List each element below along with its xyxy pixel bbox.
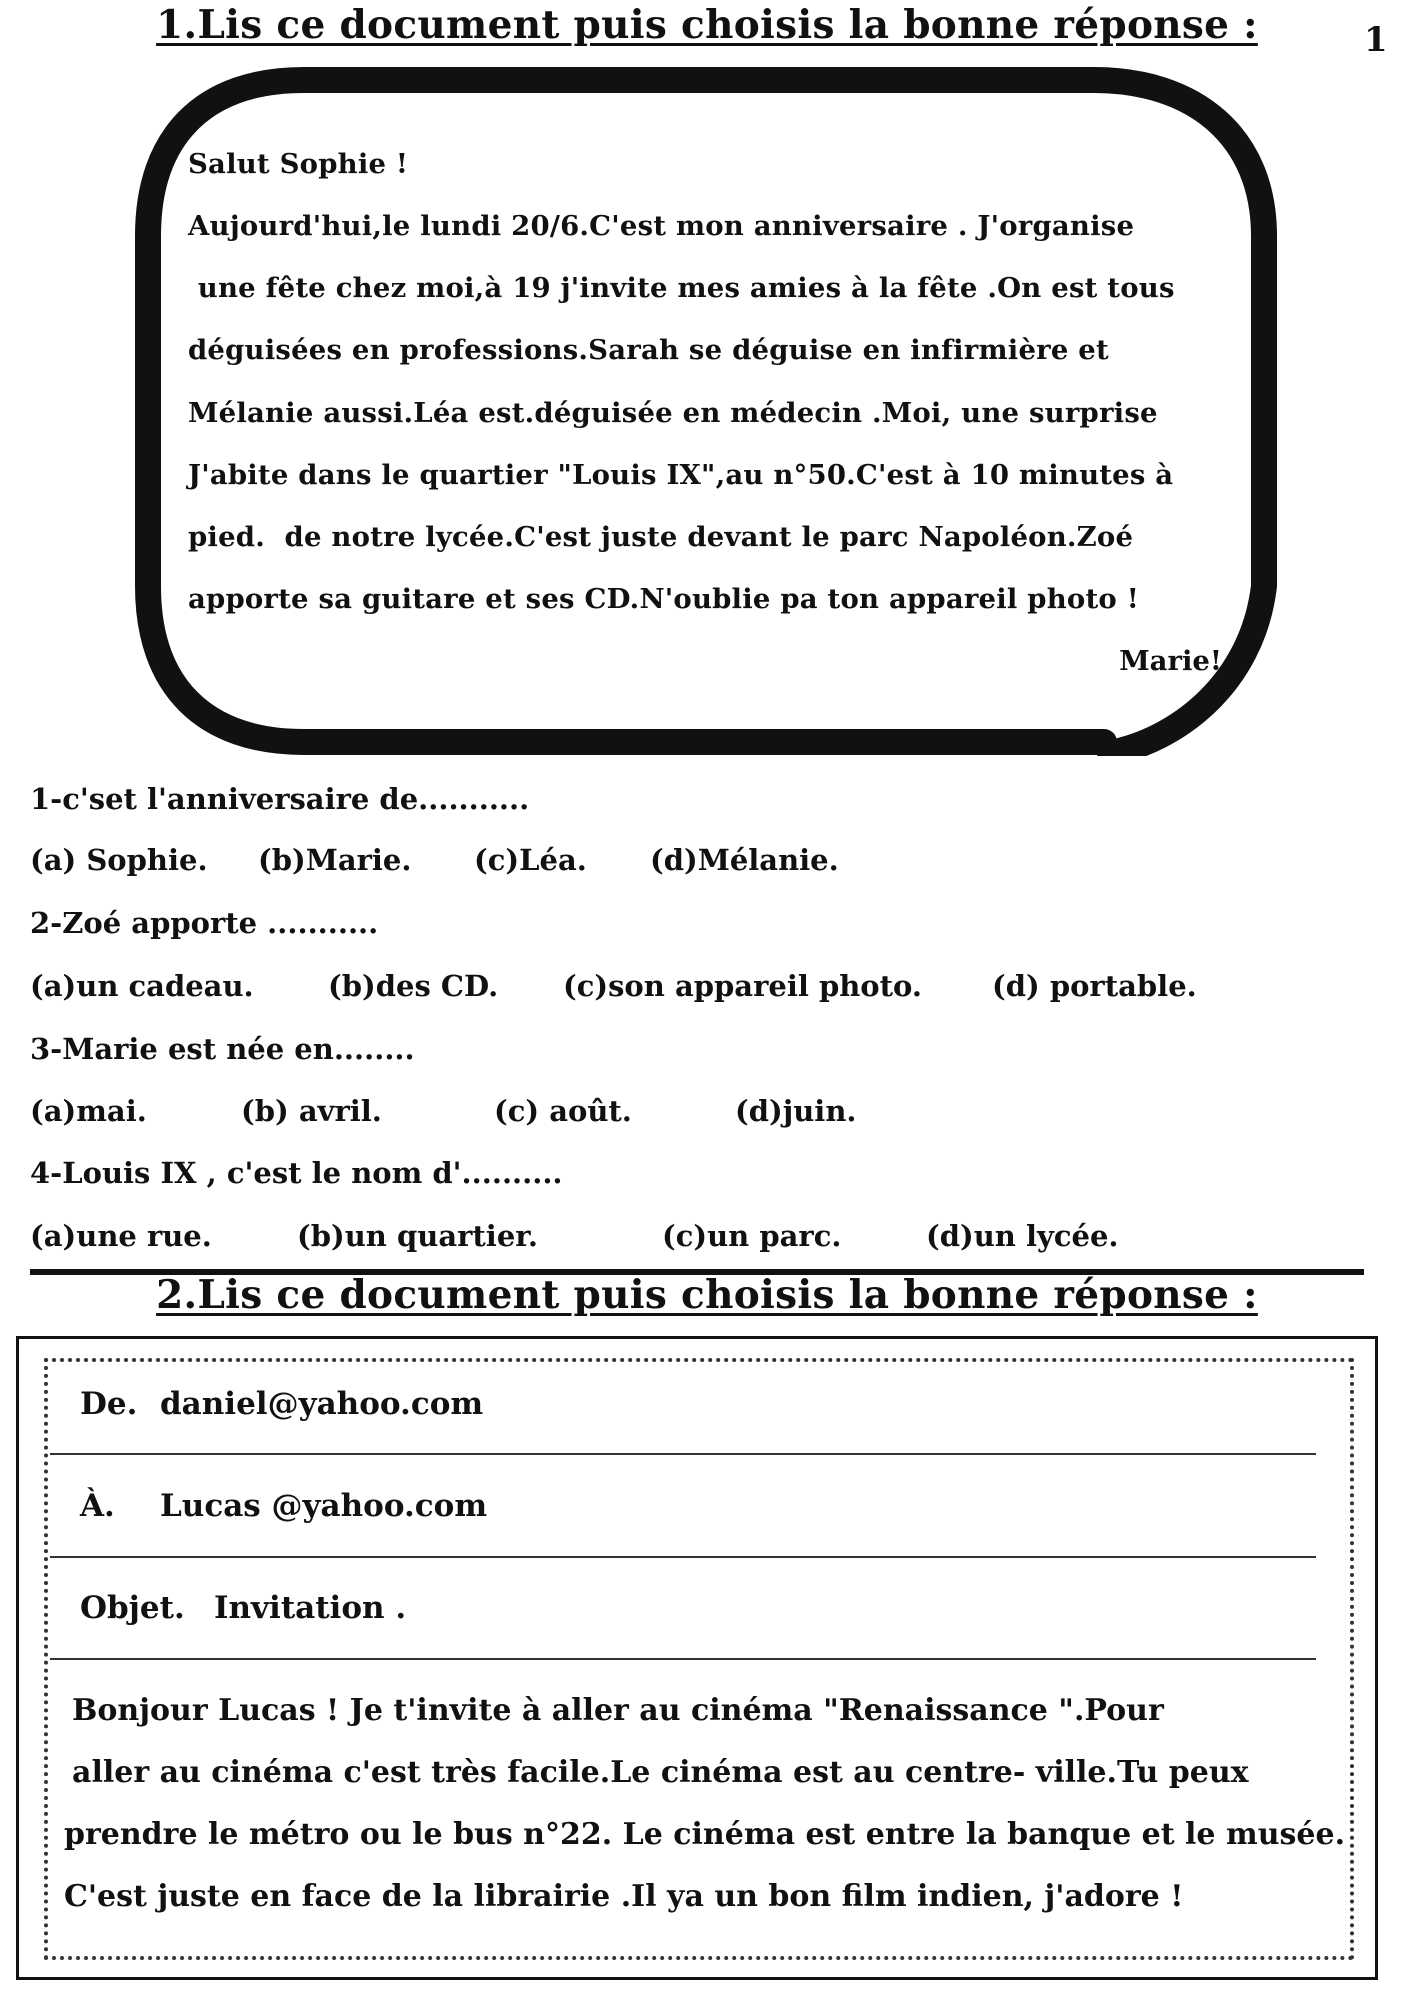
question-1-option-a[interactable]: (a) Sophie. (30, 843, 208, 877)
email-body-line: Bonjour Lucas ! Je t'invite à aller au cinéma "Renaissance ".Pour (72, 1693, 1164, 1728)
email-rule (50, 1453, 1316, 1455)
email-rule (50, 1556, 1316, 1558)
letter-greeting: Salut Sophie ! (188, 148, 409, 180)
letter-line: déguisées en professions.Sarah se déguise en infirmière et (188, 334, 1109, 366)
letter-line: apporte sa guitare et ses CD.N'oublie pa ton appareil photo ! (188, 583, 1139, 615)
question-3-option-c[interactable]: (c) août. (494, 1094, 632, 1128)
letter-signature: Marie! (1119, 645, 1222, 677)
question-2-option-b[interactable]: (b)des CD. (328, 969, 499, 1003)
question-3-option-d[interactable]: (d)juin. (735, 1094, 857, 1128)
email-body-line: aller au cinéma c'est très facile.Le cinéma est au centre- ville.Tu peux (72, 1755, 1249, 1790)
email-subject-label: Objet. (80, 1590, 185, 1626)
question-4-option-b[interactable]: (b)un quartier. (297, 1219, 538, 1253)
question-3-prompt: 3-Marie est née en........ (30, 1032, 415, 1066)
question-3-option-b[interactable]: (b) avril. (241, 1094, 382, 1128)
question-4-option-d[interactable]: (d)un lycée. (926, 1219, 1119, 1253)
email-from-value: daniel@yahoo.com (160, 1386, 484, 1422)
email-body-line: prendre le métro ou le bus n°22. Le cinéma est entre la banque et le musée. (64, 1817, 1346, 1852)
email-subject-value: Invitation . (214, 1590, 407, 1626)
question-4-prompt: 4-Louis IX , c'est le nom d'.......... (30, 1156, 563, 1190)
question-2-option-d[interactable]: (d) portable. (992, 969, 1197, 1003)
email-to-value: Lucas @yahoo.com (160, 1488, 488, 1524)
question-4-option-a[interactable]: (a)une rue. (30, 1219, 212, 1253)
question-1-option-b[interactable]: (b)Marie. (258, 843, 412, 877)
letter-line: Mélanie aussi.Léa est.déguisée en médecin .Moi, une surprise (188, 397, 1158, 429)
question-1-option-d[interactable]: (d)Mélanie. (650, 843, 839, 877)
question-2-option-a[interactable]: (a)un cadeau. (30, 969, 254, 1003)
question-4-option-c[interactable]: (c)un parc. (662, 1219, 842, 1253)
question-1-option-c[interactable]: (c)Léa. (474, 843, 587, 877)
question-2-prompt: 2-Zoé apporte ........... (30, 906, 379, 940)
section-1-title: 1.Lis ce document puis choisis la bonne réponse : (156, 2, 1258, 48)
email-to-label: À. (80, 1488, 115, 1524)
letter-line: J'abite dans le quartier "Louis IX",au n°50.C'est à 10 minutes à (188, 459, 1174, 491)
question-1-prompt: 1-c'set l'anniversaire de........... (30, 782, 530, 816)
section-2-title: 2.Lis ce document puis choisis la bonne réponse : (156, 1272, 1258, 1318)
letter-line: Aujourd'hui,le lundi 20/6.C'est mon anniversaire . J'organise (188, 210, 1135, 242)
page-number: 1 (1364, 20, 1388, 60)
question-2-option-c[interactable]: (c)son appareil photo. (563, 969, 922, 1003)
question-3-option-a[interactable]: (a)mai. (30, 1094, 147, 1128)
letter-line: pied. de notre lycée.C'est juste devant le parc Napoléon.Zoé (188, 521, 1134, 553)
email-from-label: De. (80, 1386, 138, 1422)
email-rule (50, 1658, 1316, 1660)
letter-line: une fête chez moi,à 19 j'invite mes amies à la fête .On est tous (188, 272, 1175, 304)
email-body-line: C'est juste en face de la librairie .Il ya un bon film indien, j'adore ! (64, 1879, 1184, 1914)
